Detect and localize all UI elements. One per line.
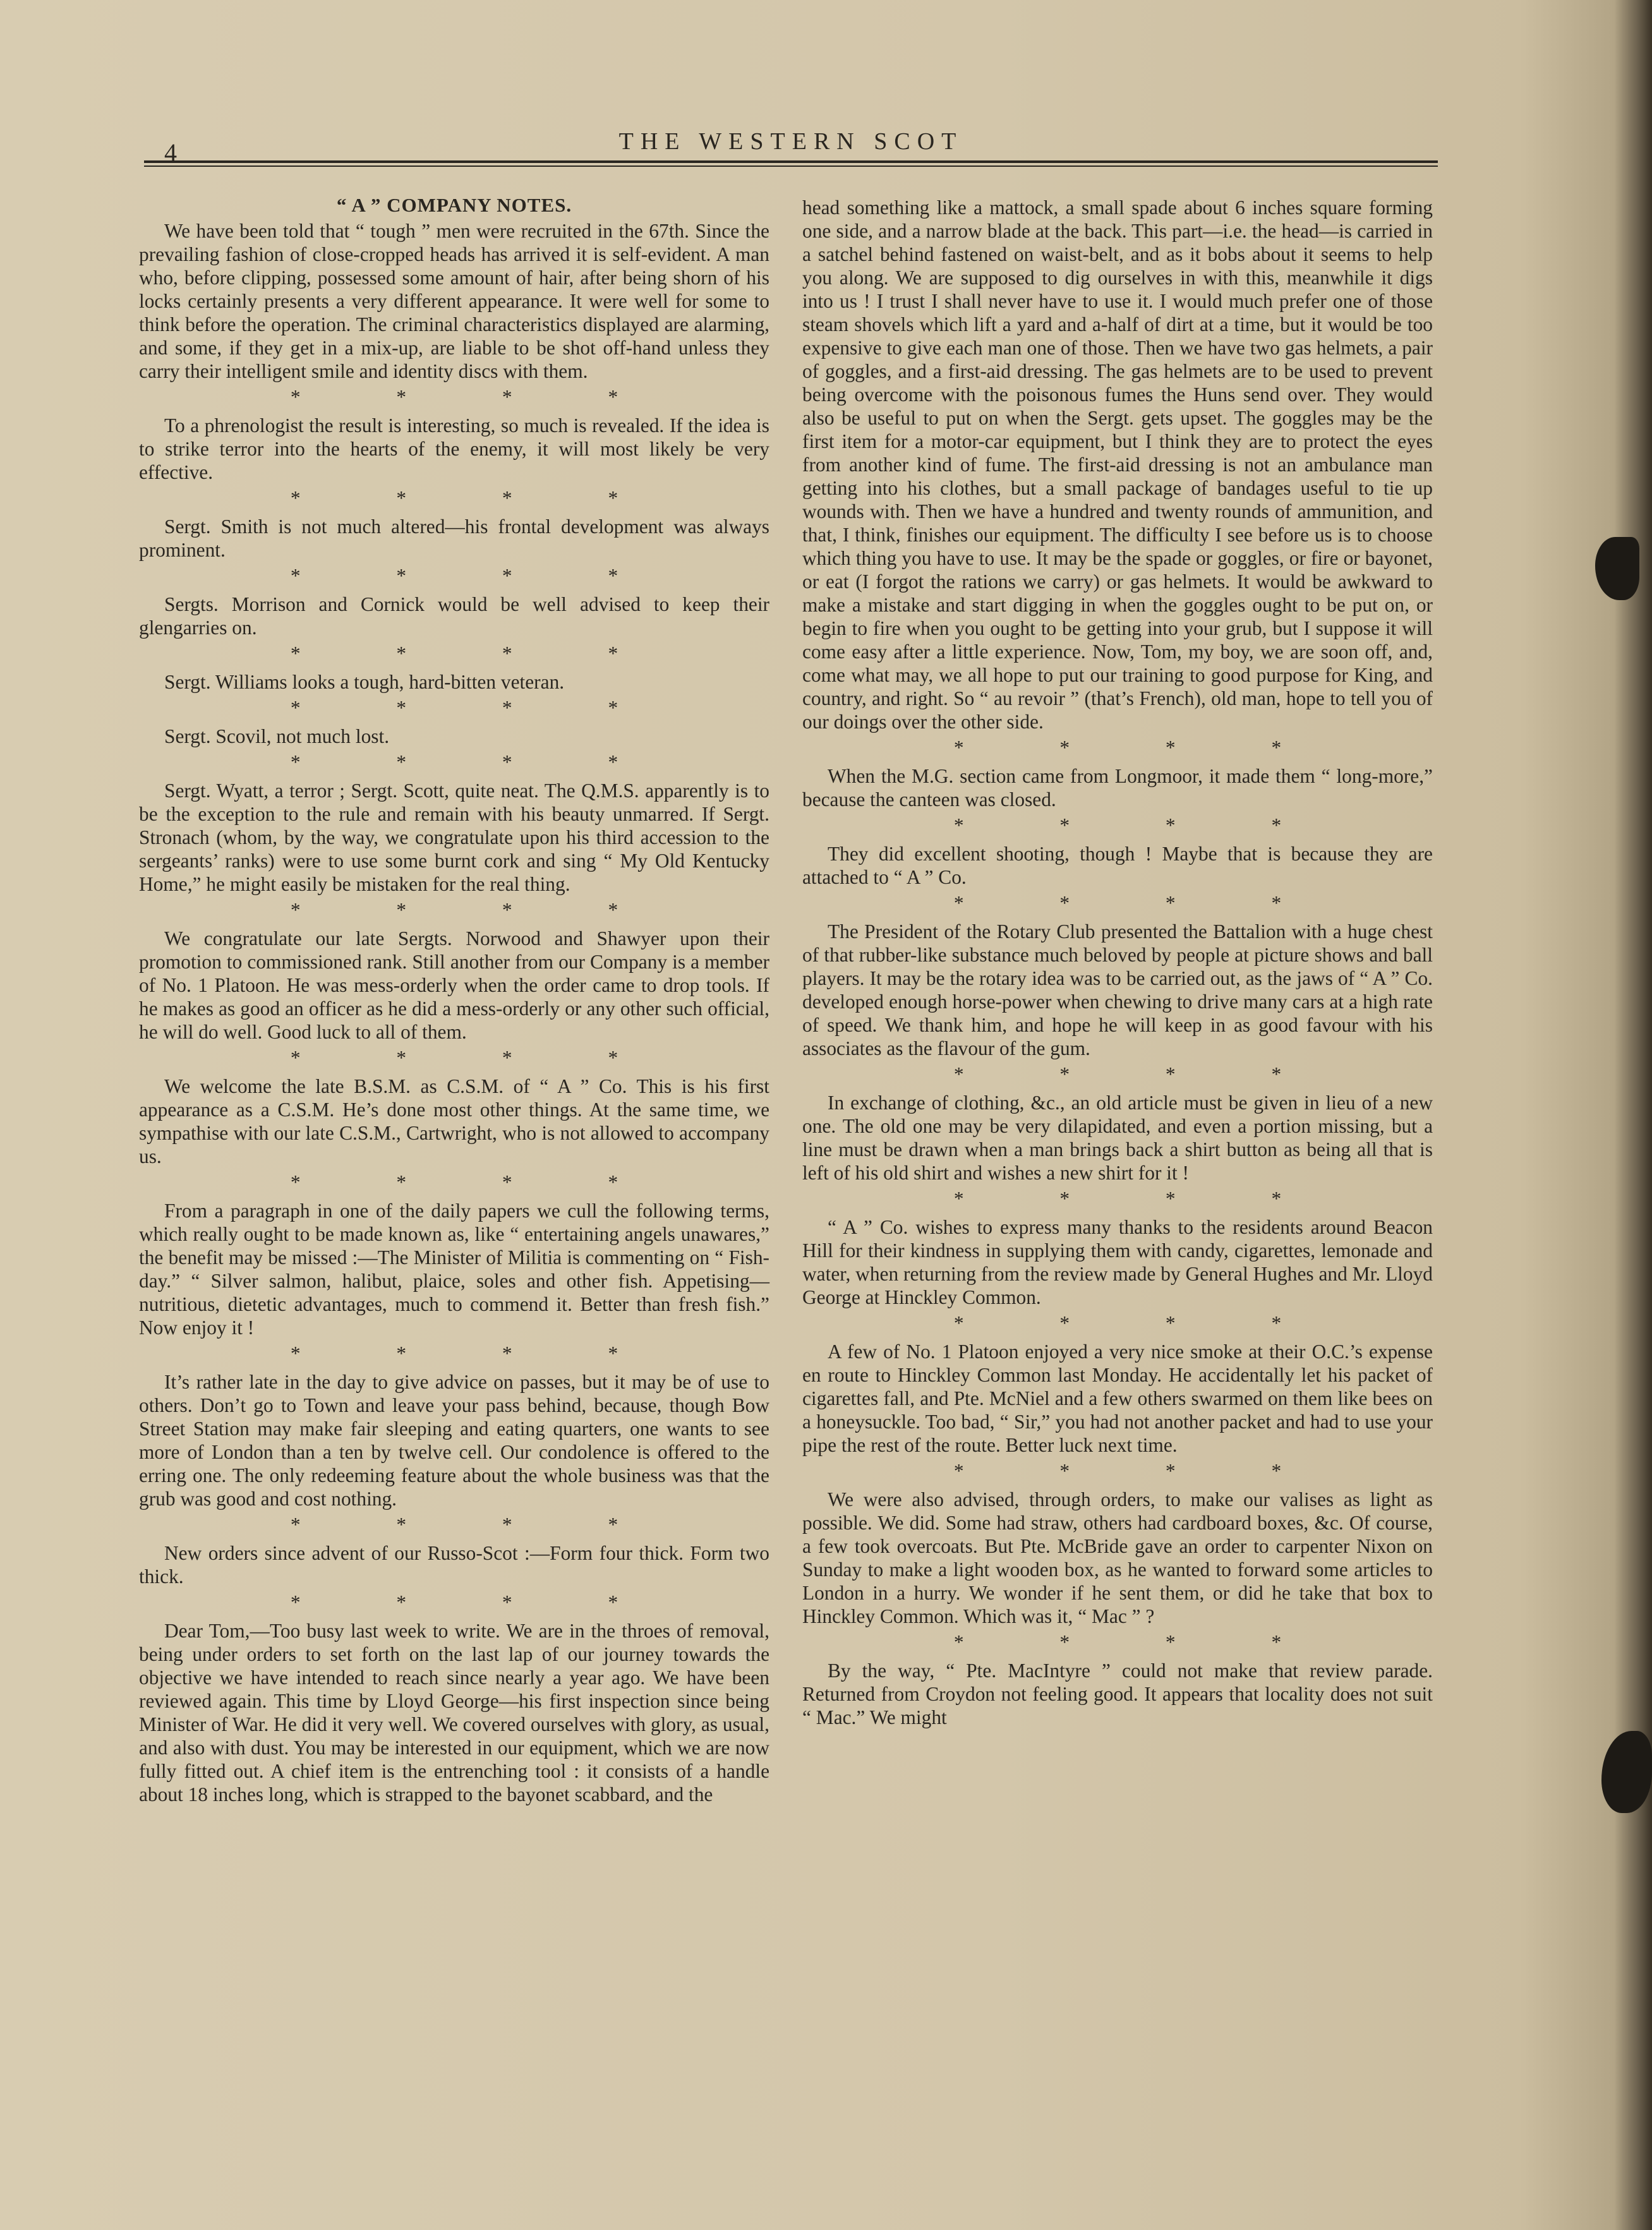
section-divider: * * * * bbox=[953, 814, 1327, 836]
section-divider: * * * * bbox=[953, 892, 1327, 914]
section-divider: * * * * bbox=[953, 737, 1327, 759]
paragraph: From a paragraph in one of the daily papers we cull the following terms, which really ought to be made known as, like “ entertaining angels unawares,” the benefit may be missed :—The Minister of Militia is commenting on “ Fish-day.” “ Silver salmon, halibut, plaice, soles and other fish. Appetising—nutritious, dietetic advantages, much to commend it. Better than fresh fish.” Now enjoy it ! bbox=[139, 1200, 769, 1339]
section-divider: * * * * bbox=[290, 1591, 664, 1613]
paragraph: Sergt. Scovil, not much lost. bbox=[164, 725, 390, 747]
paragraph: We congratulate our late Sergts. Norwood and Shawyer upon their promotion to commissioned rank. Still another from our Company is a member of No. 1 Platoon. He was mess-orderly when the order came to drop tools. If he makes as good an officer as he did a mess-orderly or any other such official, he will do well. Good luck to all of them. bbox=[139, 927, 769, 1043]
section-divider: * * * * bbox=[953, 1460, 1327, 1482]
paragraph: A few of No. 1 Platoon enjoyed a very nice smoke at their O.C.’s expense en route to Hinckley Common last Monday. He accidentally let his packet of cigarettes fall, and Pte. McNiel and a few others swarmed on them like bees on a honeysuckle. Too bad, “ Sir,” you had not another packet and had to use your pipe the rest of the route. Better luck next time. bbox=[802, 1341, 1433, 1456]
header-rule bbox=[144, 160, 1438, 163]
section-divider: * * * * bbox=[953, 1312, 1327, 1334]
paper-tear bbox=[1601, 1731, 1652, 1813]
paragraph: We have been told that “ tough ” men were recruited in the 67th. Since the prevailing fashion of close-cropped heads has arrived it is self-evident. A man who, before clipping, possessed some amount of hair, after being shorn of his locks certainly presents a very different appearance. It were well for some to think before the operation. The criminal characteristics displayed are alarming, and some, if they get in a mix-up, are liable to be shot off-hand unless they carry their intelligent smile and identity discs with them. bbox=[139, 220, 769, 382]
paragraph: Sergt. Wyatt, a terror ; Sergt. Scott, quite neat. The Q.M.S. apparently is to be the exception to the rule and remain with his beauty unmarred. If Sergt. Stronach (whom, by the way, we congratulate upon his third accession to the sergeants’ ranks) were to use some burnt cork and sing “ My Old Kentucky Home,” he might easily be mistaken for the real thing. bbox=[139, 780, 769, 895]
article-title: “ A ” COMPANY NOTES. bbox=[336, 194, 572, 216]
section-divider: * * * * bbox=[290, 899, 664, 921]
paragraph: “ A ” Co. wishes to express many thanks to the residents around Beacon Hill for their kindness in supplying them with candy, cigarettes, lemonade and water, when returning from the review made by General Hughes and Mr. Lloyd George at Hinckley Common. bbox=[802, 1216, 1433, 1308]
paper-tear bbox=[1595, 537, 1639, 600]
paragraph: When the M.G. section came from Longmoor, it made them “ long-more,” because the canteen was closed. bbox=[802, 765, 1433, 811]
paragraph: To a phrenologist the result is interesting, so much is revealed. If the idea is to strike terror into the hearts of the enemy, it will most likely be very effective. bbox=[139, 414, 769, 483]
paragraph: Sergt. Smith is not much altered—his frontal development was always prominent. bbox=[139, 515, 769, 561]
header-rule bbox=[144, 166, 1438, 167]
letter-paragraph: Dear Tom,—Too busy last week to write. We are in the throes of removal, being under orders to set forth on the last lap of our journey towards the objective we have intended to reach since nearly a year ago. We have been reviewed again. This time by Lloyd George—his first inspection since being Minister of War. He did it very well. We covered ourselves with glory, as usual, and also with dust. You may be interested in our equipment, which we are now fully fitted out. A chief item is the entrenching tool : it consists of a handle about 18 inches long, which is strapped to the bayonet scabbard, and the bbox=[139, 1620, 769, 1805]
section-divider: * * * * bbox=[290, 1342, 664, 1365]
section-divider: * * * * bbox=[290, 751, 664, 773]
section-divider: * * * * bbox=[290, 565, 664, 587]
paragraph: They did excellent shooting, though ! Maybe that is because they are attached to “ A ” Co. bbox=[802, 843, 1433, 888]
section-divider: * * * * bbox=[953, 1631, 1327, 1653]
masthead-title: THE WESTERN SCOT bbox=[618, 128, 963, 155]
page-edge-shadow bbox=[1614, 0, 1652, 2230]
page-header bbox=[144, 124, 1438, 168]
paragraph: Sergt. Williams looks a tough, hard-bitten veteran. bbox=[164, 671, 565, 693]
section-divider: * * * * bbox=[290, 697, 664, 719]
paragraph: It’s rather late in the day to give advice on passes, but it may be of use to others. Don’t go to Town and leave your pass behind, because, though Bow Street Station may make fair sleeping and eating quarters, one wants to see more of London than a ten by twelve cell. Our condolence is offered to the erring one. The only redeeming feature about the whole business was that the grub was good and cost nothing. bbox=[139, 1371, 769, 1510]
paragraph: Sergts. Morrison and Cornick would be well advised to keep their glengarries on. bbox=[139, 593, 769, 639]
paragraph: By the way, “ Pte. MacIntyre ” could not make that review parade. Returned from Croydon not feeling good. It appears that locality does not suit “ Mac.” We might bbox=[802, 1660, 1433, 1728]
section-divider: * * * * bbox=[290, 1514, 664, 1536]
section-divider: * * * * bbox=[290, 386, 664, 408]
section-divider: * * * * bbox=[290, 487, 664, 509]
section-divider: * * * * bbox=[290, 642, 664, 665]
page-number: 4 bbox=[164, 138, 177, 167]
paragraph: head something like a mattock, a small spade about 6 inches square forming one side, and a narrow blade at the back. This part—i.e. the head—is carried in a satchel behind fastened on waist-belt, and as it bobs about it seems to help you along. We are supposed to dig ourselves in with this, meanwhile it digs into us ! I trust I shall never have to use it. I would much prefer one of those steam shovels which lift a yard and a-half of dirt at a time, but it would be too expensive to give each man one of those. Then we have two gas helmets, a pair of goggles, and a first-aid dressing. The gas helmets are to be used to prevent being overcome with the poisonous fumes the Huns send over. They would also be useful to put on when the Sergt. gets upset. The goggles may be the first item for a motor-car equipment, but I think they are to protect the eyes from another kind of fume. The first-aid dressing is not an ambulance man getting into his clothes, but a small package of bandages useful to tie up wounds with. Then we have a hundred and twenty rounds of ammunition, and that, I think, finishes our equipment. The difficulty I see before us is to choose which thing you have to use. It may be the spade or goggles, or fire or bayonet, or eat (I forgot the rations we carry) or gas helmets. It would be awkward to make a mistake and start digging in when the goggles ought to be put on, or begin to fire when you ought to be getting into your grub, but I suppose it will come easy after a little experience. Now, Tom, my boy, we are soon off, and, come what may, we all hope to put our training to good purpose for King, and country, and right. So “ au revoir ” (that’s French), old man, hope to tell you of our doings over the other side. bbox=[802, 196, 1433, 733]
section-divider: * * * * bbox=[290, 1171, 664, 1193]
section-divider: * * * * bbox=[953, 1188, 1327, 1210]
section-divider: * * * * bbox=[953, 1063, 1327, 1085]
paragraph: New orders since advent of our Russo-Scot :—Form four thick. Form two thick. bbox=[139, 1542, 769, 1588]
paragraph: We welcome the late B.S.M. as C.S.M. of “ A ” Co. This is his first appearance as a C.S.M. He’s done most other things. At the same time, we sympathise with our late C.S.M., Cartwright, who is not allowed to accompany us. bbox=[139, 1075, 769, 1167]
paragraph: The President of the Rotary Club presented the Battalion with a huge chest of that rubber-like substance much beloved by people at picture shows and ball players. It may be the rotary idea was to be carried out, as the jaws of “ A ” Co. developed enough horse-power when chewing to drive many cars at a high rate of speed. We thank him, and hope he will keep in as good favour with his associates as the flavour of the gum. bbox=[802, 920, 1433, 1059]
paragraph: In exchange of clothing, &c., an old article must be given in lieu of a new one. The old one may be very dilapidated, and even a portion missing, but a line must be drawn when a man brings back a shirt button as being all that is left of his old shirt and wishes a new shirt for it ! bbox=[802, 1092, 1433, 1184]
paragraph: We were also advised, through orders, to make our valises as light as possible. We did. Some had straw, others had cardboard boxes, &c. Of course, a few took overcoats. But Pte. McBride gave an order to carpenter Nixon on Sunday to make a light wooden box, as he wanted to forward some articles to London in a hurry. We wonder if he sent them, or did he take that box to Hinckley Common. Which was it, “ Mac ” ? bbox=[802, 1488, 1433, 1627]
column-left bbox=[139, 193, 769, 1809]
section-divider: * * * * bbox=[290, 1047, 664, 1069]
column-right bbox=[802, 196, 1433, 1732]
